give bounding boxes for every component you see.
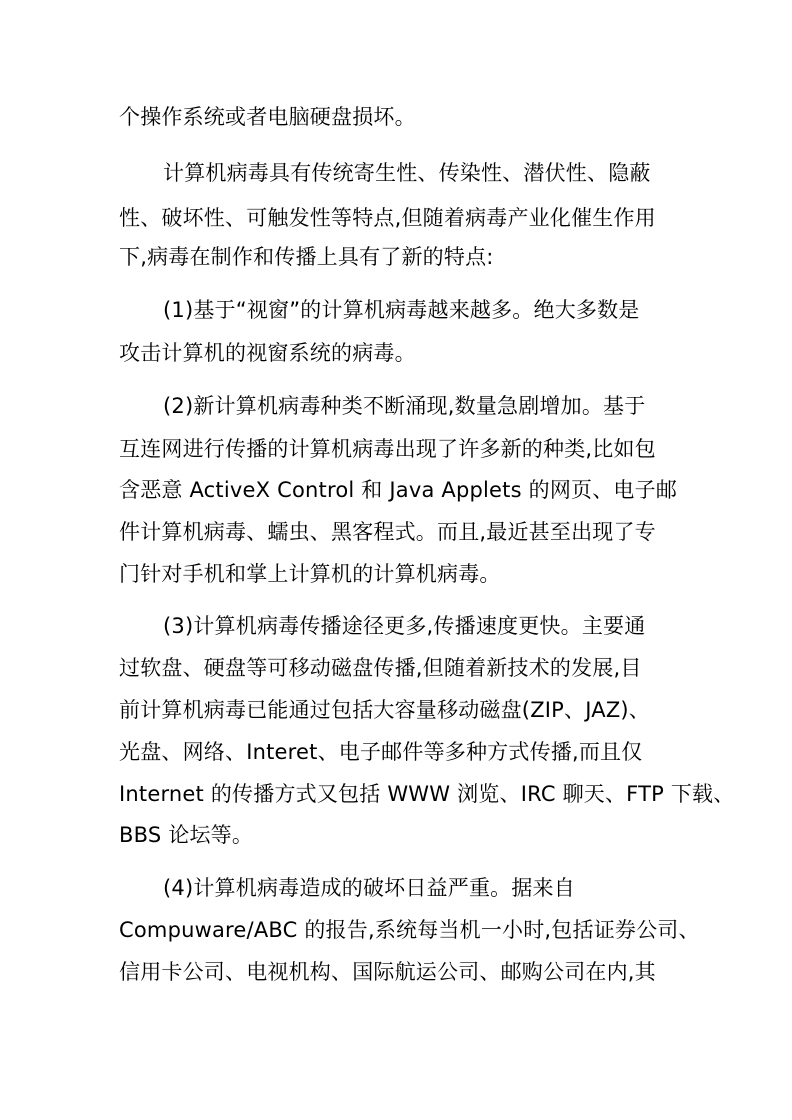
text-line: 前计算机病毒已能通过包括大容量移动磁盘(ZIP、JAZ)、: [119, 698, 651, 722]
text-line: 门针对手机和掌上计算机的计算机病毒。: [119, 562, 501, 586]
paragraph-first-line: (4)计算机病毒造成的破坏日益严重。据来自: [163, 876, 575, 900]
text-line: 光盘、网络、Interet、电子邮件等多种方式传播,而且仅: [119, 740, 643, 764]
text-line: 互连网进行传播的计算机病毒出现了许多新的种类,比如包: [119, 437, 656, 461]
text-line: 件计算机病毒、蠕虫、黑客程式。而且,最近甚至出现了专: [119, 520, 656, 544]
text-line: Internet 的传播方式又包括 WWW 浏览、IRC 聊天、FTP 下载、: [119, 782, 735, 806]
text-line: 过软盘、硬盘等可移动磁盘传播,但随着新技术的发展,目: [119, 656, 642, 680]
paragraph-first-line: (3)计算机病毒传播途径更多,传播速度更快。主要通: [163, 614, 646, 638]
text-line: 下,病毒在制作和传播上具有了新的特点:: [119, 245, 494, 269]
text-line: BBS 论坛等。: [119, 823, 254, 847]
paragraph-first-line: (1)基于“视窗”的计算机病毒越来越多。绝大多数是: [163, 298, 640, 322]
text-line: Compuware/ABC 的报告,系统每当机一小时,包括证券公司、: [119, 918, 700, 942]
text-line: 信用卡公司、电视机构、国际航运公司、邮购公司在内,其: [119, 960, 656, 984]
text-line: 个操作系统或者电脑硬盘损坏。: [119, 105, 416, 129]
paragraph-first-line: (2)新计算机病毒种类不断涌现,数量急剧增加。基于: [163, 394, 646, 418]
paragraph-first-line: 计算机病毒具有传统寄生性、传染性、潜伏性、隐蔽: [163, 161, 651, 185]
text-line: 攻击计算机的视窗系统的病毒。: [119, 341, 416, 365]
text-line: 含恶意 ActiveX Control 和 Java Applets 的网页、电子邮: [119, 478, 678, 502]
text-line: 性、破坏性、可触发性等特点,但随着病毒产业化催生作用: [119, 206, 656, 230]
